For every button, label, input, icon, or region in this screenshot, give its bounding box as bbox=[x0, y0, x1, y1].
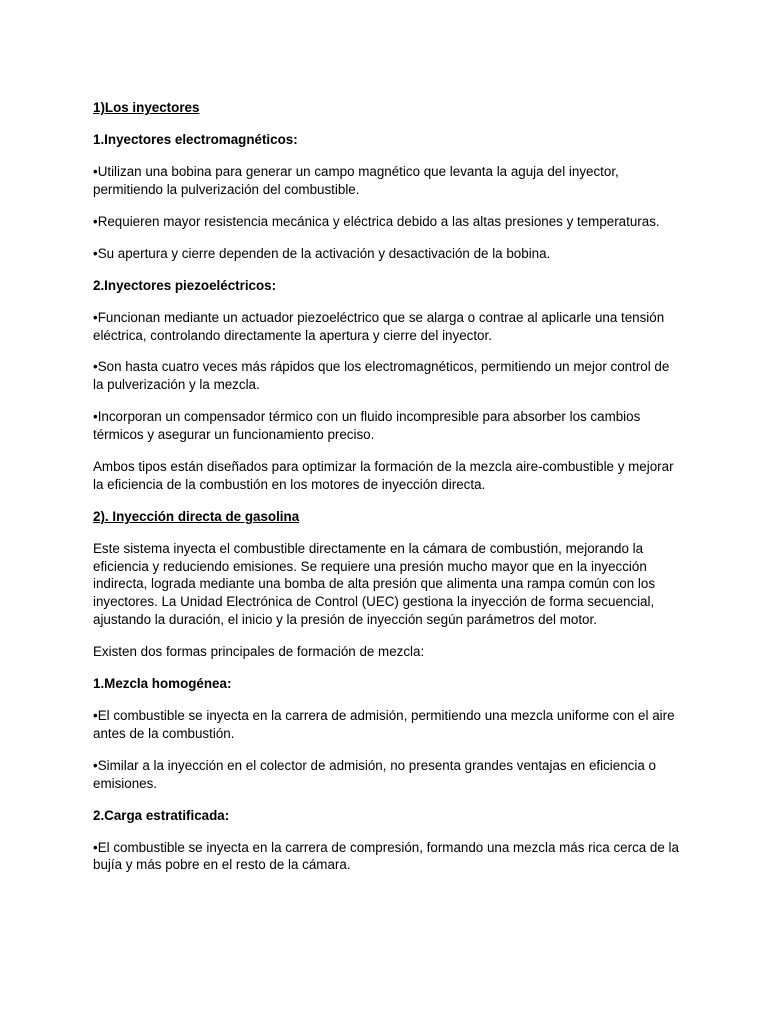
subheading-stratified: 2.Carga estratificada: bbox=[93, 807, 230, 823]
document-body bbox=[93, 99, 683, 888]
bullet-paragraph: •El combustible se inyecta en la carrera de admisión, permitiendo una mezcla uniforme con el aire antes de la combustión. bbox=[93, 707, 675, 741]
bullet-paragraph: •Su apertura y cierre dependen de la activación y desactivación de la bobina. bbox=[93, 245, 551, 261]
bullet-paragraph: •El combustible se inyecta en la carrera de compresión, formando una mezcla más rica cerca de la bujía y más pobre en el resto de la cámara. bbox=[93, 839, 679, 873]
intro-paragraph: Este sistema inyecta el combustible directamente en la cámara de combustión, mejorando la eficiencia y reduciendo emisiones. Se requiere una presión mucho mayor que en la inyección indirecta, lograda mediante una bomba de alta presión que alimenta una rampa común con los inyectores. La Unidad Electrónica de Control (UEC) gestiona la inyección de forma secuencial, ajustando la duración, el inicio y la presión de inyección según parámetros del motor. bbox=[93, 540, 656, 627]
bullet-paragraph: •Incorporan un compensador térmico con un fluido incompresible para absorber los cambios térmicos y asegurar un funcionamiento preciso. bbox=[93, 409, 641, 443]
section-1-title: 1)Los inyectores bbox=[93, 100, 200, 115]
bullet-paragraph: •Similar a la inyección en el colector de admisión, no presenta grandes ventajas en eficiencia o emisiones. bbox=[93, 757, 656, 791]
subheading-piezoelectric: 2.Inyectores piezoeléctricos: bbox=[93, 277, 277, 293]
bullet-paragraph: •Funcionan mediante un actuador piezoeléctrico que se alarga o contrae al aplicarle una tensión eléctrica, controlando directamente la apertura y cierre del inyector. bbox=[93, 309, 665, 343]
bullet-paragraph: •Requieren mayor resistencia mecánica y eléctrica debido a las altas presiones y temperaturas. bbox=[93, 213, 660, 229]
subheading-homogeneous: 1.Mezcla homogénea: bbox=[93, 675, 232, 691]
forms-intro-paragraph: Existen dos formas principales de formación de mezcla: bbox=[93, 643, 425, 659]
bullet-paragraph: •Son hasta cuatro veces más rápidos que los electromagnéticos, permitiendo un mejor control de la pulverización y la mezcla. bbox=[93, 359, 670, 393]
summary-paragraph: Ambos tipos están diseñados para optimizar la formación de la mezcla aire-combustible y mejorar la eficiencia de la combustión en los motores de inyección directa. bbox=[93, 459, 674, 492]
subheading-electromagnetic: 1.Inyectores electromagnéticos: bbox=[93, 131, 298, 147]
bullet-paragraph: •Utilizan una bobina para generar un campo magnético que levanta la aguja del inyector, permitiendo la pulverización del combustible. bbox=[93, 163, 619, 197]
section-2-title: 2). Inyección directa de gasolina bbox=[93, 508, 300, 524]
